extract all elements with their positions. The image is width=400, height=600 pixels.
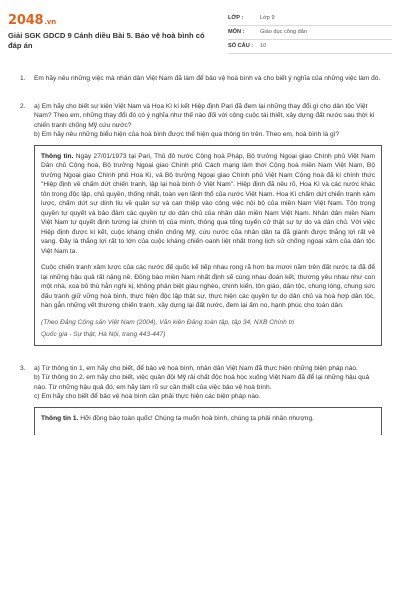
info-paragraph-1: [41, 152, 375, 257]
meta-value: Lớp 9: [260, 15, 275, 21]
meta-table: [228, 12, 392, 54]
info-label: Thông tin 1.: [41, 414, 79, 422]
meta-row-subject: [228, 26, 392, 40]
page-header: [0, 0, 400, 58]
question-part-a: a) Từ thông tin 1, em hãy cho biết, để bảo vệ hoà bình, nhân dân Việt Nam đã thực hiện những biện pháp nào.: [34, 364, 358, 372]
info-body: Hỡi đồng bào toàn quốc! Chúng ta muốn hoà bình, chúng ta phải nhân nhượng.: [78, 414, 314, 422]
question-1: [20, 74, 382, 84]
meta-key: MÔN :: [228, 29, 245, 35]
question-number: 3.: [20, 364, 26, 372]
meta-row-question-count: [228, 40, 392, 54]
question-list: [20, 74, 382, 453]
info-label: Thông tin.: [41, 152, 74, 160]
logo-suffix-text: .vn: [44, 18, 56, 26]
question-text: Em hãy nêu những việc mà nhân dân Việt Nam đã làm để bảo vệ hoà bình và cho biết ý nghĩa của những việc làm đó.: [34, 75, 381, 82]
info-box: [34, 145, 382, 346]
meta-row-grade: [228, 12, 392, 26]
meta-value: 10: [260, 43, 267, 49]
question-part-a: a) Em hãy cho biết sự kiện Việt Nam và Hoa Kì kí kết Hiệp định Pari đã đem lại những thay đổi gì cho dân tộc Việt Nam? Theo em, những thay đổi đó có ý nghĩa như thế nào đối với công cuộc tái thiết, xây dựng đất nước sau thời kì chiến tranh chống Mỹ cứu nước?: [34, 102, 375, 129]
question-part-b: b) Em hãy nêu những biểu hiện của hoà bình được thể hiện qua thông tin trên. Theo em, hoà bình là gì?: [34, 131, 340, 138]
info-box: [34, 407, 382, 436]
info-source-line-2: Quốc gia - Sự thật, Hà Nội, trang 443-447): [41, 331, 166, 338]
question-number: 2.: [20, 102, 26, 110]
info-source-line-1: (Theo Đảng Cộng sản Việt Nam (2004), Văn kiện Đảng toàn tập, tập 34, NXB Chính trị: [41, 318, 295, 326]
question-3: [20, 364, 382, 436]
logo-main-text: 2048: [8, 13, 44, 28]
meta-key: SỐ CÂU :: [228, 43, 254, 49]
info-paragraph-1: [41, 414, 375, 424]
question-2: [20, 102, 382, 346]
site-logo[interactable]: [8, 13, 56, 28]
info-paragraph-2: Cuộc chiến tranh xâm lược của các nước đế quốc kế tiếp nhau rong rã hơn ba mươi năm trên đất nước ta đã để lại những hậu quả rất nặng nề. Đồng bào miền Nam nhất định sẽ cùng nhau đoàn kết, thương yêu nhau như con một nhà, xoá bỏ thù hằn nghi kị, không phân biệt giàu nghèo, chính kiến, tôn giáo, dân tộc, chung lòng, chung sức đấu tranh giữ vững hoà bình, thực hiện độc lập thật sự, thực hiện các quyền tự do dân chủ và hoà hợp dân tộc, hàn gắn những vết thương chiến tranh, xây dựng lại đất nước, đem lại ấm no, hạnh phúc cho toàn dân.: [41, 264, 375, 309]
question-part-b: b) Từ thông tin 2, em hãy cho biết, việc quân đội Mỹ rải chất độc hoá học xuống Việt Nam đã để lại những hậu quả nào. Từ những hậu quả đó, em hãy làm rõ sự cần thiết của việc bảo vệ hoà bình.: [34, 374, 370, 391]
question-number: 1.: [20, 75, 26, 82]
info-body: Ngày 27/01/1973 tại Pari, Thủ đô nước Cộng hoà Pháp, Bộ trưởng Ngoại giao Chính phủ Việt Nam Dân chủ Cộng hoà, Bộ trưởng Ngoại giao Chính phủ Cách mạng lâm thời Cộng hoà miền Nam Việt Nam, Bộ trưởng Ngoại giao Chính phủ Hoa Kì, và Bộ trưởng Ngoại giao Chính phủ Việt Nam Cộng hoà đã kí chính thức "Hiệp định về chấm dứt chiến tranh, lập lại hoà bình ở Việt Nam". Hiệp định đã nêu rõ, Hoa Kì và các nước khác tôn trọng độc lập, chủ quyền, thống nhất, toàn vẹn lãnh thổ của nước Việt Nam. Hoa Kì chấm dứt chiến tranh xâm lược, chấm dứt sự dính líu về quân sự và can thiệp vào công việc nội bộ của miền Nam Việt Nam. Tôn trọng quyền tự quyết và bảo đảm các quyền tự do dân chủ của nhân dân miền Nam Việt Nam. Nhân dân miền Nam Việt Nam tự quyết định tương lai chính trị của mình, thông qua tổng tuyển cử thật sự tự do và dân chủ. Với việc Hiệp định được kí kết, cuộc kháng chiến chống Mỹ, cứu nước của nhân dân ta đã giành được thắng lợi rất vẻ vang. Đây là thắng lợi rất to lớn của cuộc kháng chiến oanh liệt nhất trong lịch sử chống ngoại xâm của dân tộc Việt Nam ta.: [41, 152, 375, 255]
question-part-c: c) Em hãy cho biết để bảo vệ hoà bình cần phải thực hiện các biện pháp nào.: [34, 393, 261, 400]
meta-value: Giáo dục công dân: [260, 29, 307, 35]
meta-key: LỚP :: [228, 15, 244, 21]
document-title: Giải SGK GDCD 9 Cánh diều Bài 5. Bảo vệ hoà bình có đáp án: [8, 31, 205, 50]
